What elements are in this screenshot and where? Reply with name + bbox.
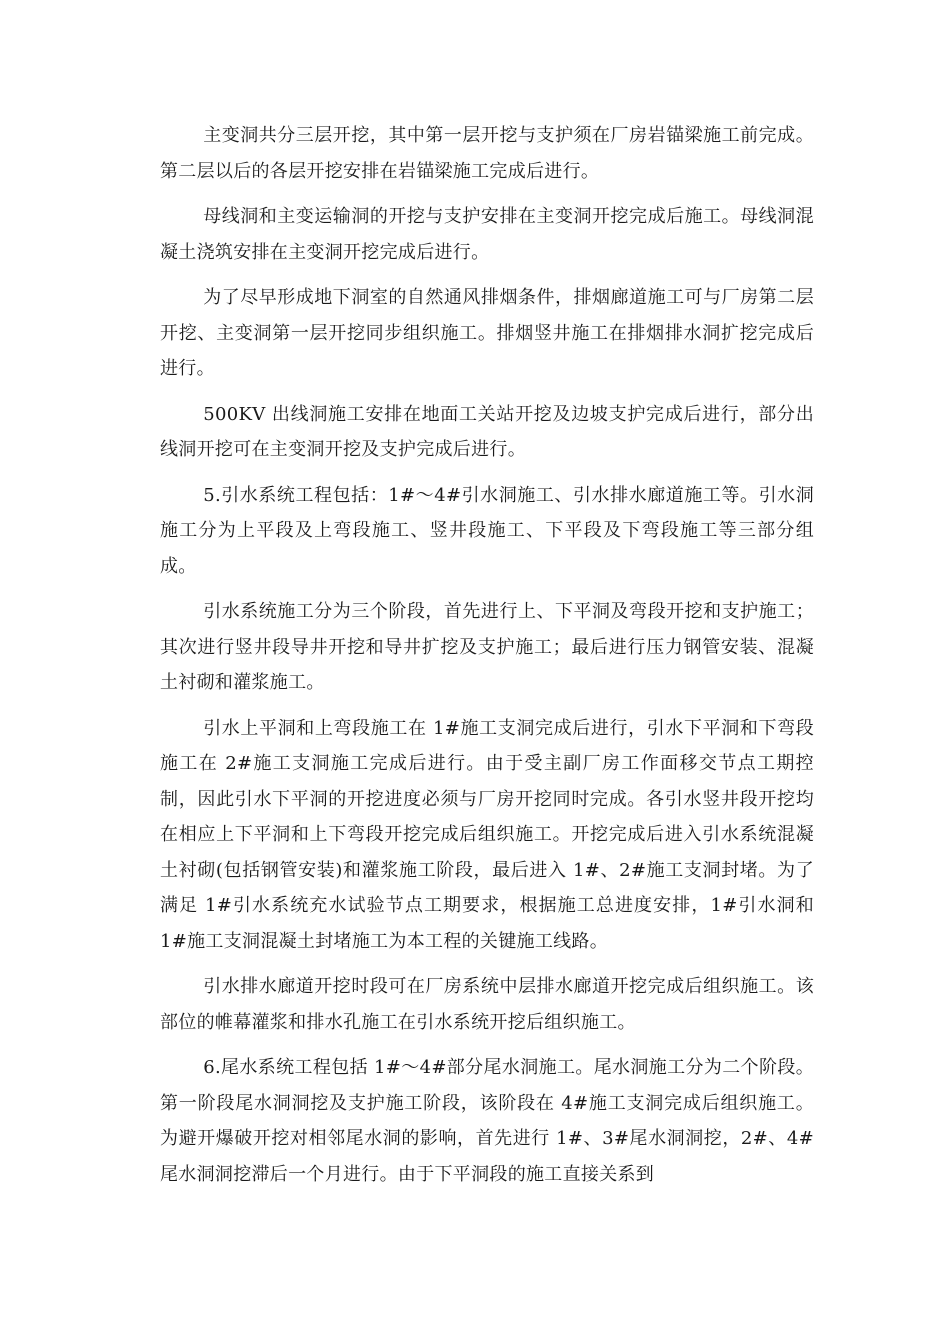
paragraph: 为了尽早形成地下洞室的自然通风排烟条件，排烟廊道施工可与厂房第二层开挖、主变洞第一层开挖同步组织施工。排烟竖井施工在排烟排水洞扩挖完成后进行。 bbox=[160, 287, 814, 379]
paragraph: 引水排水廊道开挖时段可在厂房系统中层排水廊道开挖完成后组织施工。该部位的帷幕灌浆和排水孔施工在引水系统开挖后组织施工。 bbox=[160, 976, 814, 1033]
paragraph: 引水系统施工分为三个阶段，首先进行上、下平洞及弯段开挖和支护施工；其次进行竖井段导井开挖和导井扩挖及支护施工；最后进行压力钢管安装、混凝土衬砌和灌浆施工。 bbox=[160, 601, 814, 693]
paragraph: 主变洞共分三层开挖，其中第一层开挖与支护须在厂房岩锚梁施工前完成。第二层以后的各层开挖安排在岩锚梁施工完成后进行。 bbox=[160, 125, 814, 182]
document-body bbox=[160, 118, 814, 1202]
paragraph: 6.尾水系统工程包括 1#～4#部分尾水洞施工。尾水洞施工分为二个阶段。第一阶段尾水洞洞挖及支护施工阶段，该阶段在 4#施工支洞完成后组织施工。为避开爆破开挖对相邻尾水洞的影响，首先进行 1#、3#尾水洞洞挖，2#、4#尾水洞洞挖滞后一个月进行。由于下平洞段的施工直接关系到 bbox=[160, 1057, 814, 1185]
paragraph: 引水上平洞和上弯段施工在 1#施工支洞完成后进行，引水下平洞和下弯段施工在 2#施工支洞施工完成后进行。由于受主副厂房工作面移交节点工期控制，因此引水下平洞的开挖进度必须与厂房开挖同时完成。各引水竖井段开挖均在相应上下平洞和上下弯段开挖完成后组织施工。开挖完成后进入引水系统混凝土衬砌(包括钢管安装)和灌浆施工阶段，最后进入 1#、2#施工支洞封堵。为了满足 1#引水系统充水试验节点工期要求，根据施工总进度安排，1#引水洞和 1#施工支洞混凝土封堵施工为本工程的关键施工线路。 bbox=[160, 717, 814, 952]
paragraph: 5.引水系统工程包括：1#～4#引水洞施工、引水排水廊道施工等。引水洞施工分为上平段及上弯段施工、竖井段施工、下平段及下弯段施工等三部分组成。 bbox=[160, 484, 814, 577]
paragraph: 500KV 出线洞施工安排在地面工关站开挖及边坡支护完成后进行，部分出线洞开挖可在主变洞开挖及支护完成后进行。 bbox=[160, 403, 814, 460]
paragraph: 母线洞和主变运输洞的开挖与支护安排在主变洞开挖完成后施工。母线洞混凝土浇筑安排在主变洞开挖完成后进行。 bbox=[160, 206, 814, 263]
